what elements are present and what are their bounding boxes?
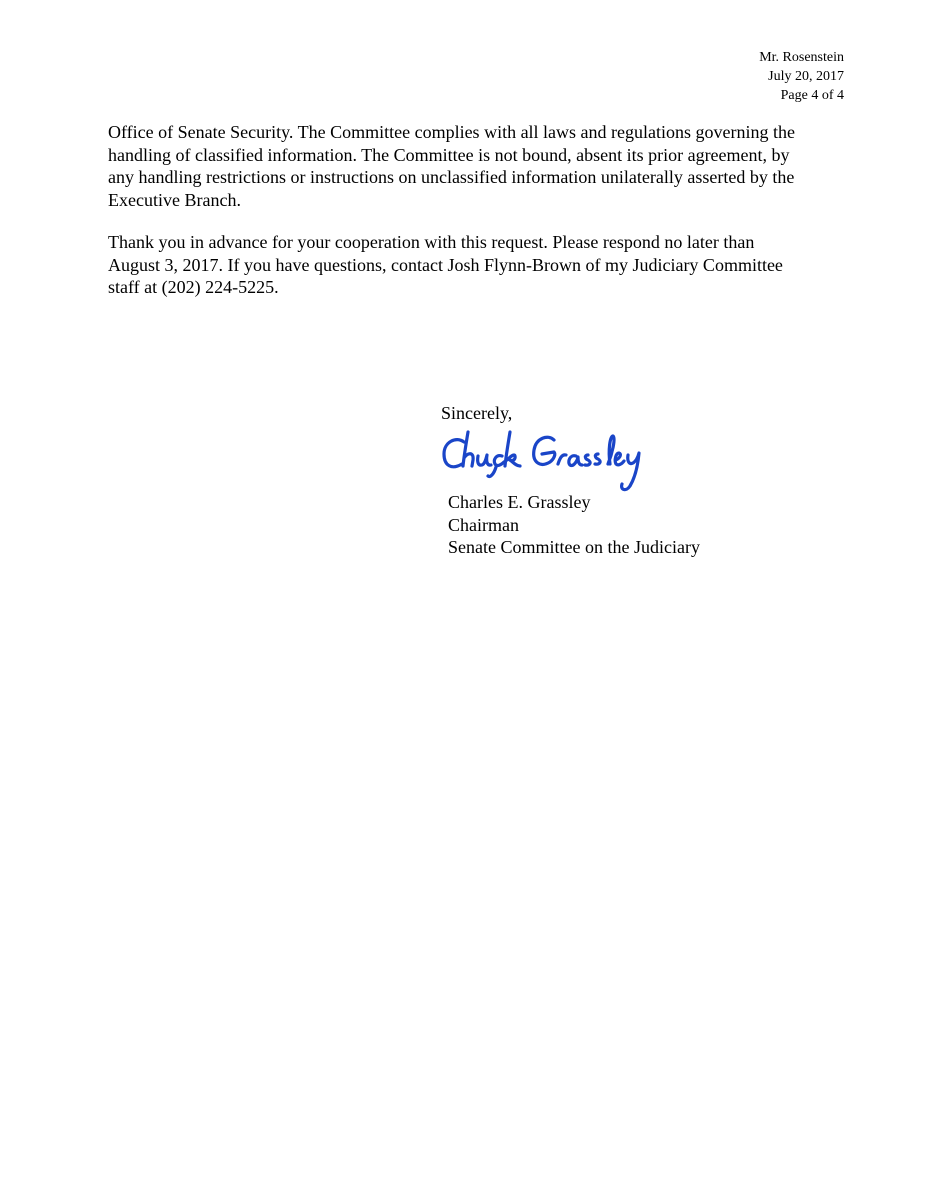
body-paragraph-2: Thank you in advance for your cooperation with this request. Please respond no later than August 3, 2017. If you have questions, contact Josh Flynn-Brown of my Judiciary Committee staff at (202) 224-5225. bbox=[108, 232, 783, 297]
header-date: July 20, 2017 bbox=[768, 69, 844, 84]
signatory-title: Chairman bbox=[448, 514, 519, 535]
letter-body bbox=[108, 121, 848, 299]
signatory-name: Charles E. Grassley bbox=[448, 492, 591, 512]
signature-block bbox=[448, 491, 700, 559]
header-page-number: Page 4 of 4 bbox=[780, 88, 844, 103]
page-header bbox=[759, 48, 844, 105]
closing-salutation: Sincerely, bbox=[441, 403, 513, 423]
header-recipient: Mr. Rosenstein bbox=[759, 50, 844, 65]
handwritten-signature bbox=[436, 424, 662, 494]
body-paragraph-1: Office of Senate Security. The Committee complies with all laws and regulations governing the handling of classified information. The Committee is not bound, absent its prior agreement, by any handling restrictions or instructions on unclassified information unilaterally asserted by the Executive Branch. bbox=[108, 122, 795, 210]
signatory-organization: Senate Committee on the Judiciary bbox=[448, 537, 700, 557]
